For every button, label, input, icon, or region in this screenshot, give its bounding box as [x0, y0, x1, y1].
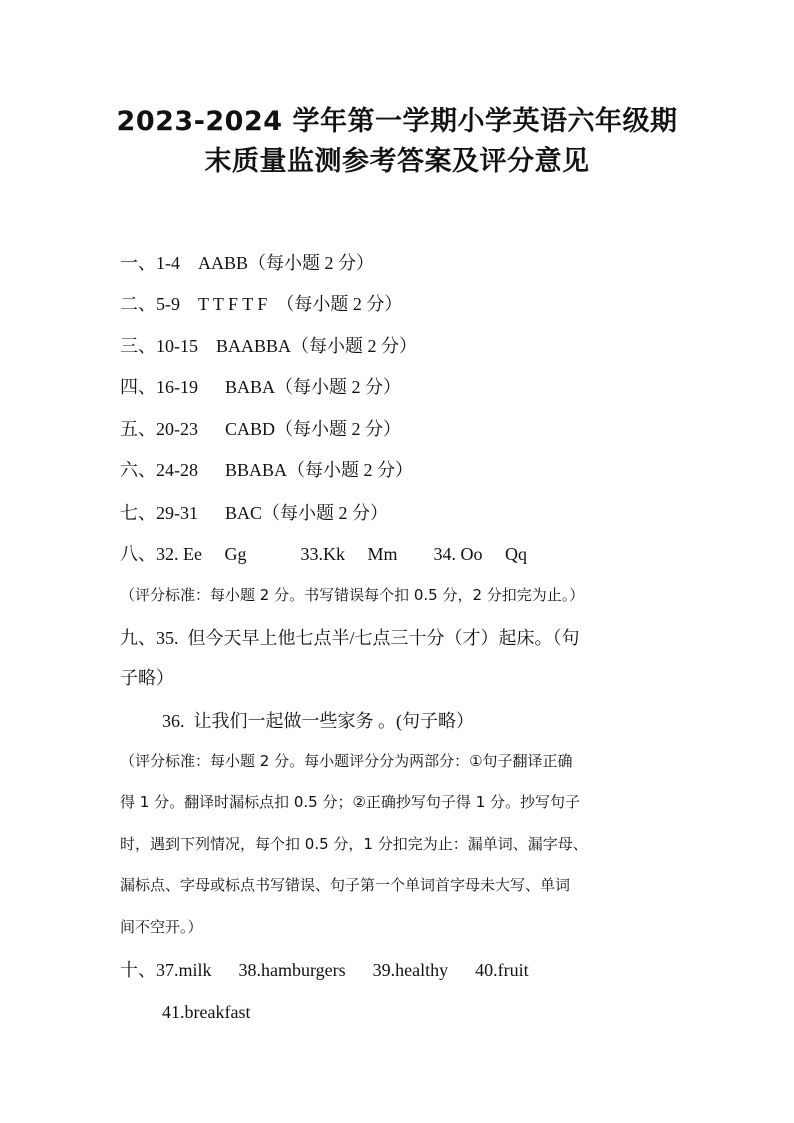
- answer-section-2: 二、5-9 T T F T F （每小题 2 分）: [120, 294, 403, 314]
- answer-section-9-line-2: 子略）: [120, 668, 174, 688]
- answer-section-8: 八、32. Ee Gg 33.Kk Mm 34. Oo Qq: [120, 544, 527, 564]
- answer-section-9-line-1: 九、35. 但今天早上他七点半/七点三十分（才）起床。（句: [120, 628, 580, 648]
- document-title-line-1: 2023-2024 学年第一学期小学英语六年级期: [116, 106, 678, 137]
- section-9-scoring-note-line-1: （评分标准：每小题 2 分。每小题评分分为两部分：①句子翻译正确: [120, 752, 573, 770]
- section-8-scoring-note: （评分标准：每小题 2 分。书写错误每个扣 0.5 分，2 分扣完为止。）: [120, 586, 585, 604]
- document-title-line-2: 末质量监测参考答案及评分意见: [204, 146, 590, 177]
- answer-section-5: 五、20-23 CABD（每小题 2 分）: [120, 419, 402, 439]
- answer-section-10-line-2: 41.breakfast: [162, 1002, 251, 1022]
- answer-section-1: 一、1-4 AABB（每小题 2 分）: [120, 253, 375, 273]
- answer-36: 36. 让我们一起做一些家务 。(句子略）: [162, 711, 474, 731]
- answer-section-3: 三、10-15 BAABBA（每小题 2 分）: [120, 336, 418, 356]
- answer-section-7: 七、29-31 BAC（每小题 2 分）: [120, 503, 389, 523]
- section-9-scoring-note-line-3: 时，遇到下列情况，每个扣 0.5 分，1 分扣完为止：漏单词、漏字母、: [120, 835, 588, 853]
- section-9-scoring-note-line-2: 得 1 分。翻译时漏标点扣 0.5 分；②正确抄写句子得 1 分。抄写句子: [120, 793, 581, 811]
- section-9-scoring-note-line-4: 漏标点、字母或标点书写错误、句子第一个单词首字母未大写、单词: [120, 876, 571, 894]
- answer-section-10-line-1: 十、37.milk 38.hamburgers 39.healthy 40.fruit: [120, 960, 529, 980]
- answer-section-6: 六、24-28 BBABA（每小题 2 分）: [120, 460, 414, 480]
- section-9-scoring-note-line-5: 间不空开。）: [120, 918, 203, 936]
- answer-section-4: 四、16-19 BABA（每小题 2 分）: [120, 377, 402, 397]
